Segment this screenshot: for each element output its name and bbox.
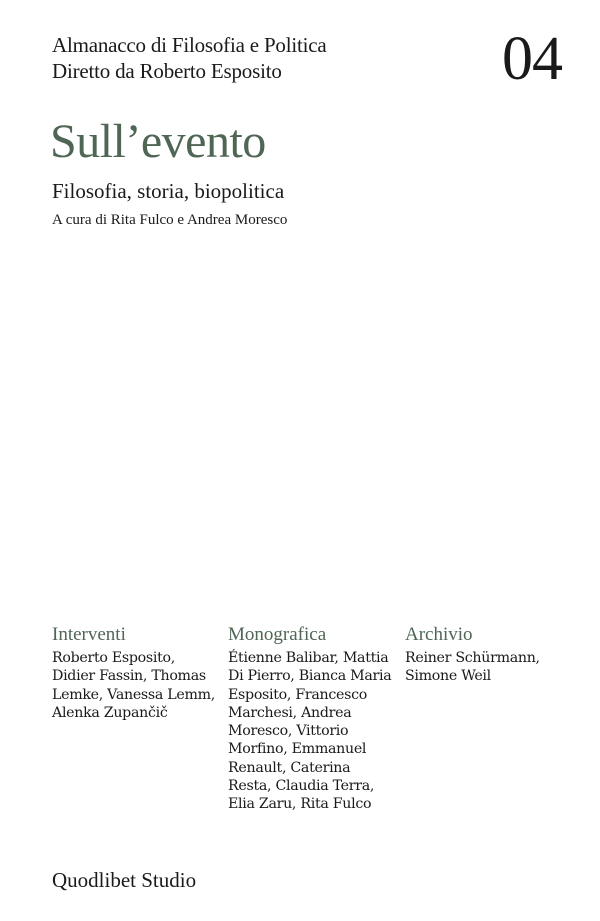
contributor-line: Alenka Zupančič bbox=[52, 704, 168, 721]
contributor-line: Reiner Schürmann, bbox=[405, 650, 540, 666]
contributor-line: Moresco, Vittorio bbox=[228, 723, 349, 740]
contributor-line: Esposito, Francesco bbox=[228, 686, 367, 703]
contributor-line: Renault, Caterina bbox=[228, 759, 351, 776]
contributor-line: Di Pierro, Bianca Maria bbox=[228, 668, 392, 685]
section-monografica bbox=[228, 623, 398, 814]
contributor-line: Resta, Claudia Terra, bbox=[228, 778, 375, 795]
contributor-line: Marchesi, Andrea bbox=[228, 704, 352, 721]
contributor-line: Lemke, Vanessa Lemm, bbox=[52, 686, 215, 703]
section-heading: Monografica bbox=[228, 624, 327, 645]
series-title: Almanacco di Filosofia e Politica bbox=[52, 33, 327, 57]
editors-line: A cura di Rita Fulco e Andrea Moresco bbox=[52, 212, 288, 228]
section-heading: Archivio bbox=[405, 624, 473, 645]
section-archivio bbox=[405, 623, 575, 686]
contributor-line: Étienne Balibar, Mattia bbox=[228, 650, 389, 666]
section-interventi bbox=[52, 623, 222, 722]
book-subtitle: Filosofia, storia, biopolitica bbox=[52, 179, 285, 203]
contributor-line: Elia Zaru, Rita Fulco bbox=[228, 796, 372, 813]
contributor-line: Didier Fassin, Thomas bbox=[52, 668, 206, 685]
contributor-line: Simone Weil bbox=[405, 668, 491, 685]
book-title: Sull’evento bbox=[50, 115, 266, 168]
issue-number: 04 bbox=[502, 25, 562, 93]
contributor-line: Morfino, Emmanuel bbox=[228, 741, 367, 758]
director-line: Diretto da Roberto Esposito bbox=[52, 59, 282, 83]
contributor-line: Roberto Esposito, bbox=[52, 650, 175, 666]
publisher-name: Quodlibet Studio bbox=[52, 868, 197, 892]
section-heading: Interventi bbox=[52, 624, 126, 645]
